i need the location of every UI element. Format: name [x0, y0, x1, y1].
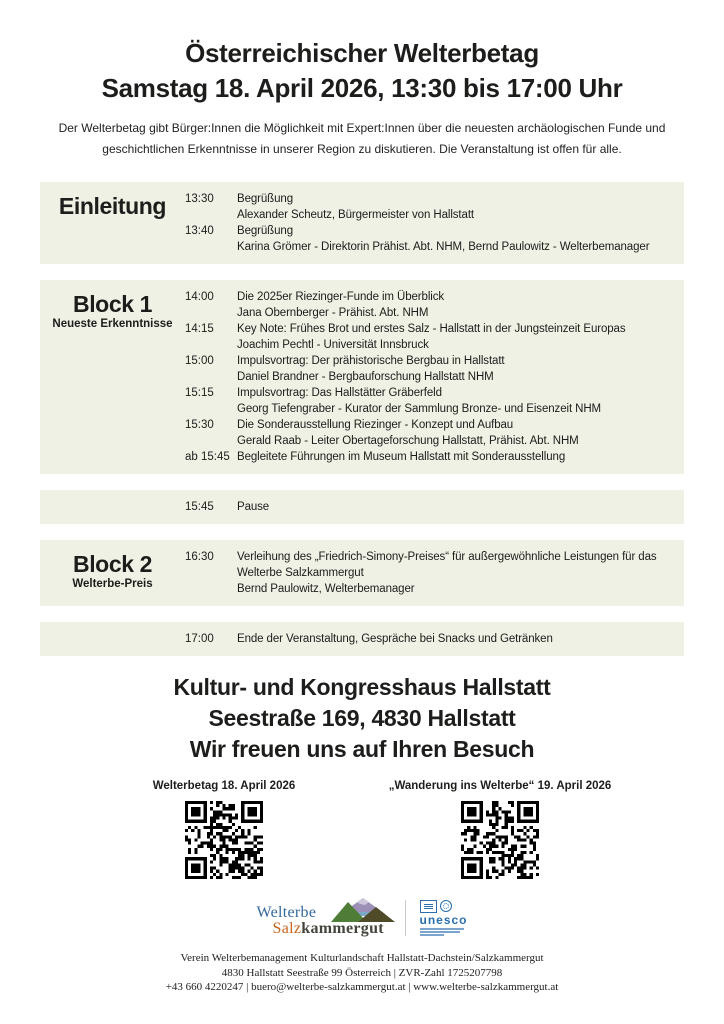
session-row [185, 223, 678, 255]
session-title: Verleihung des „Friedrich-Simony-Preises“ für außergewöhnliche Leistungen für das [237, 551, 657, 563]
welterbe-salzkammergut-logo [257, 896, 395, 940]
session-title: Ende der Veranstaltung, Gespräche bei Snacks und Getränken [237, 633, 553, 645]
block-rows [185, 191, 678, 255]
session-lines [237, 353, 678, 385]
venue-name: Kultur- und Kongresshaus Hallstatt [173, 674, 551, 700]
session-lines [237, 321, 678, 353]
session-lines [237, 499, 678, 515]
session-lines [237, 449, 678, 465]
block-rows [185, 549, 678, 597]
footer-line-1: Verein Welterbemanagement Kulturlandschaft Hallstatt-Dachstein/Salzkammergut [180, 952, 544, 964]
session-time: 15:30 [185, 419, 214, 431]
block-label-column [40, 289, 185, 465]
session-time: 14:15 [185, 323, 214, 335]
session-title: Key Note: Frühes Brot und erstes Salz - Hallstatt in der Jungsteinzeit Europas [237, 323, 626, 335]
session-lines [237, 223, 678, 255]
block-label-column [40, 549, 185, 597]
footer-line-2: 4830 Hallstatt Seestraße 99 Österreich | ZVR-Zahl 1725207798 [221, 966, 503, 979]
session-time: ab 15:45 [185, 451, 230, 463]
block-sublabel: Neueste Erkenntnisse [52, 318, 173, 330]
session-time: 15:00 [185, 355, 214, 367]
session-time: 16:30 [185, 551, 214, 563]
unesco-logo-word: unesco [419, 912, 468, 927]
block-label-column [40, 191, 185, 255]
block-label: Block 2 [72, 551, 152, 577]
footer-line-3: +43 660 4220247 | buero@welterbe-salzkammergut.at | www.welterbe-salzkammergut.at [165, 981, 559, 993]
session-time: 14:00 [185, 291, 214, 303]
session-speaker: Joachim Pechtl - Universität Innsbruck [237, 339, 429, 351]
session-speaker: Welterbe Salzkammergut [237, 567, 364, 579]
session-lines [237, 549, 678, 597]
intro-line1: Der Welterbetag gibt Bürger:Innen die Möglichkeit mit Expert:Innen über die neuesten archäologischen Funde und [58, 121, 666, 135]
unesco-circle-icon [440, 900, 452, 912]
session-speaker: Georg Tiefengraber - Kurator der Sammlung Bronze- und Eisenzeit NHM [237, 403, 602, 415]
block-sublabel: Welterbe-Preis [72, 578, 153, 590]
schedule-block [40, 622, 684, 656]
session-row [185, 353, 678, 385]
session-title: Begrüßung [237, 193, 293, 205]
session-speaker: Karina Grömer - Direktorin Prähist. Abt. NHM, Bernd Paulowitz - Welterbemanager [237, 241, 650, 253]
session-row [185, 499, 678, 515]
event-date-line: Samstag 18. April 2026, 13:30 bis 17:00 Uhr [101, 73, 623, 103]
venue-info [0, 672, 724, 765]
session-lines [237, 417, 678, 449]
schedule [40, 182, 684, 656]
qr-column-wanderung [380, 779, 620, 879]
footer [0, 951, 724, 995]
session-row [185, 321, 678, 353]
block-rows [185, 631, 678, 647]
salz-part: Salz [272, 920, 302, 937]
block-label: Einleitung [58, 193, 167, 219]
qr-column-welterbetag [104, 779, 344, 879]
block-rows [185, 289, 678, 465]
qr-label-welterbetag: Welterbetag 18. April 2026 [152, 780, 296, 792]
session-lines [237, 289, 678, 321]
qr-section [0, 779, 724, 879]
unesco-smalltext [420, 928, 464, 937]
qr-code-wanderung [461, 801, 539, 879]
intro-line2: geschichtlichen Erkenntnisse in unserer Region zu diskutieren. Die Veranstaltung ist offen für alle. [102, 142, 622, 156]
block-label-column [40, 631, 185, 647]
schedule-block [40, 280, 684, 474]
page-title-line1: Österreichischer Welterbetag [185, 38, 539, 68]
session-title: Die Sonderausstellung Riezinger - Konzept und Aufbau [237, 419, 514, 431]
session-time: 15:15 [185, 387, 214, 399]
qr-label-wanderung: „Wanderung ins Welterbe“ 19. April 2026 [388, 780, 612, 792]
session-title: Begrüßung [237, 225, 293, 237]
session-speaker: Bernd Paulowitz, Welterbemanager [237, 583, 415, 595]
unesco-temple-icon [420, 900, 437, 913]
salzkammergut-logo-word [273, 920, 384, 938]
session-title: Pause [237, 501, 270, 513]
welterbe-logo-word: Welterbe [256, 904, 317, 921]
session-title: Impulsvortrag: Der prähistorische Bergbau in Hallstatt [237, 355, 505, 367]
session-time: 17:00 [185, 633, 214, 645]
session-time: 13:30 [185, 193, 214, 205]
session-title: Impulsvortrag: Das Hallstätter Gräberfeld [237, 387, 442, 399]
session-lines [237, 385, 678, 417]
logo-divider [405, 900, 406, 936]
block-rows [185, 499, 678, 515]
venue-welcome: Wir freuen uns auf Ihren Besuch [189, 736, 535, 762]
session-lines [237, 631, 678, 647]
session-speaker: Alexander Scheutz, Bürgermeister von Hallstatt [237, 209, 475, 221]
session-title: Begleitete Führungen im Museum Hallstatt mit Sonderausstellung [237, 451, 566, 463]
session-row [185, 417, 678, 449]
mountains-icon [331, 896, 395, 922]
session-row [185, 191, 678, 223]
venue-address: Seestraße 169, 4830 Hallstatt [208, 705, 516, 731]
schedule-block [40, 182, 684, 264]
unesco-logo [420, 900, 468, 937]
session-row [185, 289, 678, 321]
intro-text [0, 118, 724, 160]
session-title: Die 2025er Riezinger-Funde im Überblick [237, 291, 445, 303]
session-speaker: Gerald Raab - Leiter Obertageforschung Hallstatt, Prähist. Abt. NHM [237, 435, 579, 447]
schedule-block [40, 490, 684, 524]
session-row [185, 449, 678, 465]
session-time: 15:45 [185, 501, 214, 513]
session-time: 13:40 [185, 225, 214, 237]
session-row [185, 385, 678, 417]
session-row [185, 631, 678, 647]
session-lines [237, 191, 678, 223]
block-label: Block 1 [72, 291, 152, 317]
session-speaker: Jana Obernberger - Prähist. Abt. NHM [237, 307, 429, 319]
kammergut-part: kammergut [301, 920, 384, 937]
schedule-block [40, 540, 684, 606]
unesco-emblems [420, 900, 452, 913]
page-title [0, 36, 724, 106]
qr-code-welterbetag [185, 801, 263, 879]
session-speaker: Daniel Brandner - Bergbauforschung Hallstatt NHM [237, 371, 494, 383]
logo-row [0, 895, 724, 941]
block-label-column [40, 499, 185, 515]
session-row [185, 549, 678, 597]
